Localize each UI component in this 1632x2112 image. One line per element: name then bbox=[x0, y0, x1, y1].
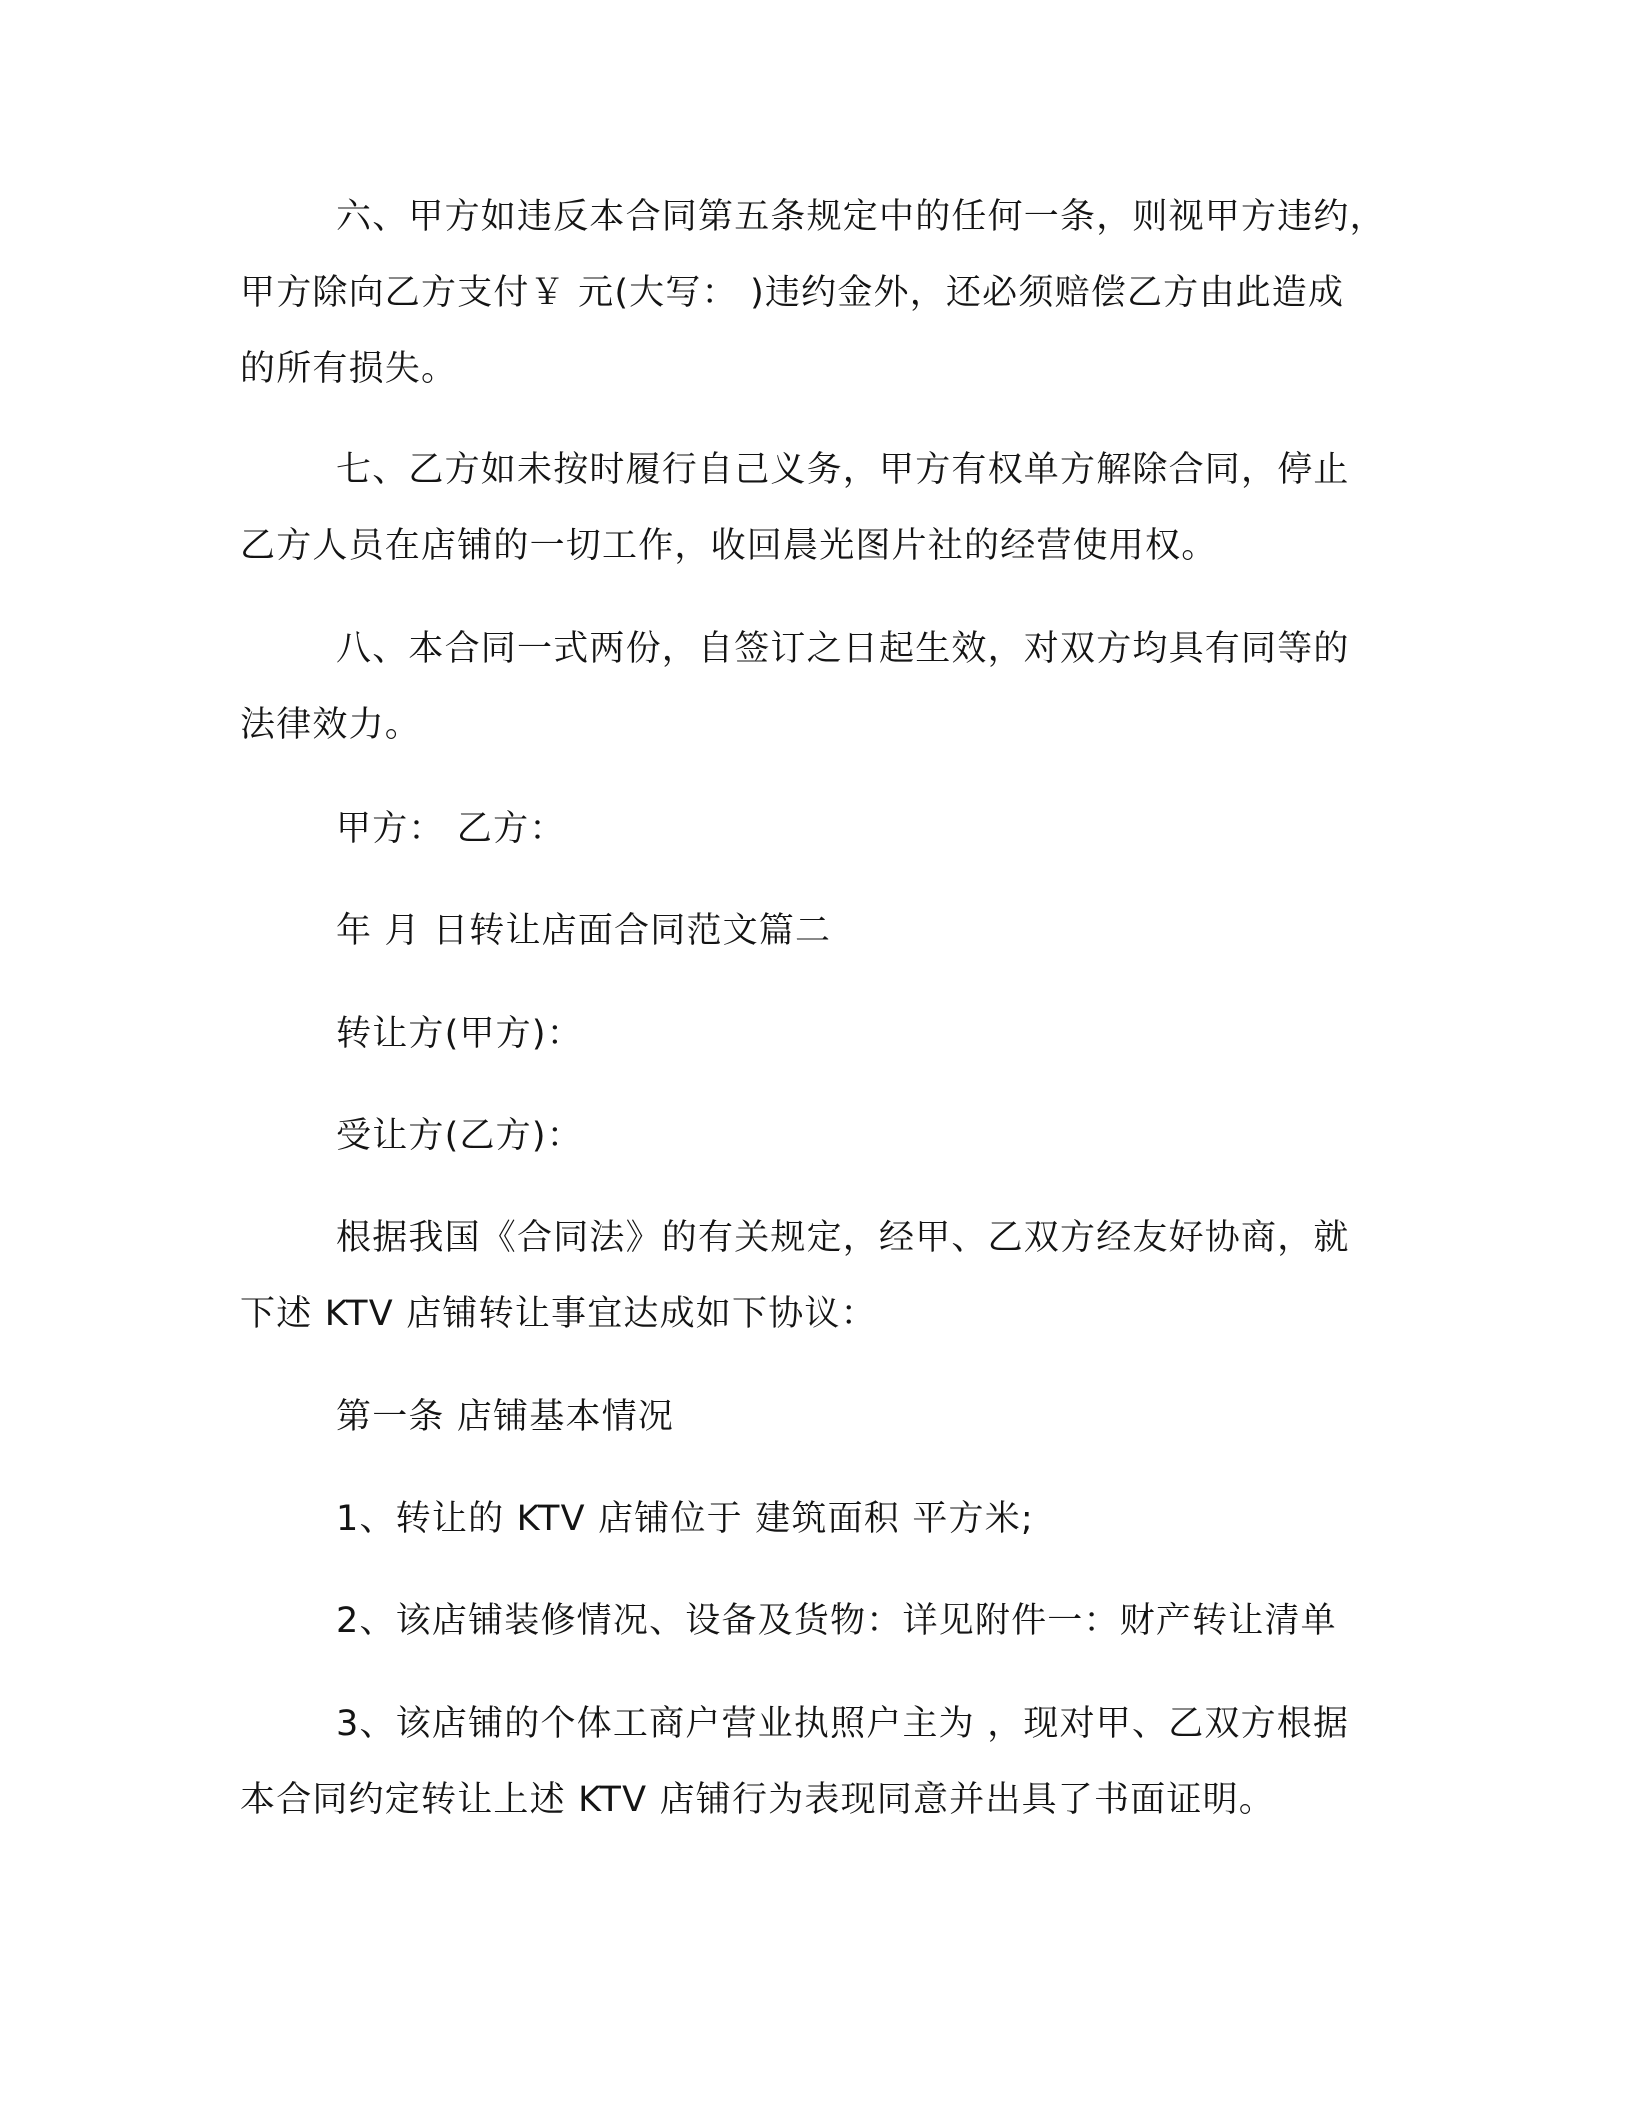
preamble-line-2: 下述 KTV 店铺转让事宜达成如下协议： bbox=[240, 1294, 877, 1334]
party-signature-line: 甲方： 乙方： bbox=[336, 809, 566, 849]
clause-6-line-1: 六、甲方如违反本合同第五条规定中的任何一条，则视甲方违约， bbox=[336, 197, 1386, 237]
clause-7-line-2: 乙方人员在店铺的一切工作，收回晨光图片社的经营使用权。 bbox=[240, 526, 1218, 566]
item-3-line-2: 本合同约定转让上述 KTV 店铺行为表现同意并出具了书面证明。 bbox=[240, 1780, 1276, 1820]
date-section-title: 年 月 日转让店面合同范文篇二 bbox=[336, 911, 832, 951]
preamble-line-1: 根据我国《合同法》的有关规定，经甲、乙双方经友好协商，就 bbox=[336, 1218, 1350, 1258]
clause-8-line-2: 法律效力。 bbox=[240, 705, 422, 745]
clause-8-line-1: 八、本合同一式两份，自签订之日起生效，对双方均具有同等的 bbox=[336, 629, 1350, 669]
clause-7-line-1: 七、乙方如未按时履行自己义务，甲方有权单方解除合同，停止 bbox=[336, 450, 1350, 490]
clause-6-line-3: 的所有损失。 bbox=[240, 349, 458, 389]
article-1-heading: 第一条 店铺基本情况 bbox=[336, 1397, 675, 1437]
clause-6-line-2: 甲方除向乙方支付￥ 元(大写： )违约金外，还必须赔偿乙方由此造成 bbox=[240, 273, 1345, 313]
item-2-line: 2、该店铺装修情况、设备及货物：详见附件一：财产转让清单 bbox=[336, 1601, 1337, 1641]
item-1-line: 1、转让的 KTV 店铺位于 建筑面积 平方米; bbox=[336, 1499, 1034, 1539]
transferor-line: 转让方(甲方)： bbox=[336, 1014, 583, 1054]
transferee-line: 受让方(乙方)： bbox=[336, 1116, 583, 1156]
item-3-line-1: 3、该店铺的个体工商户营业执照户主为 ，现对甲、乙双方根据 bbox=[336, 1704, 1350, 1744]
